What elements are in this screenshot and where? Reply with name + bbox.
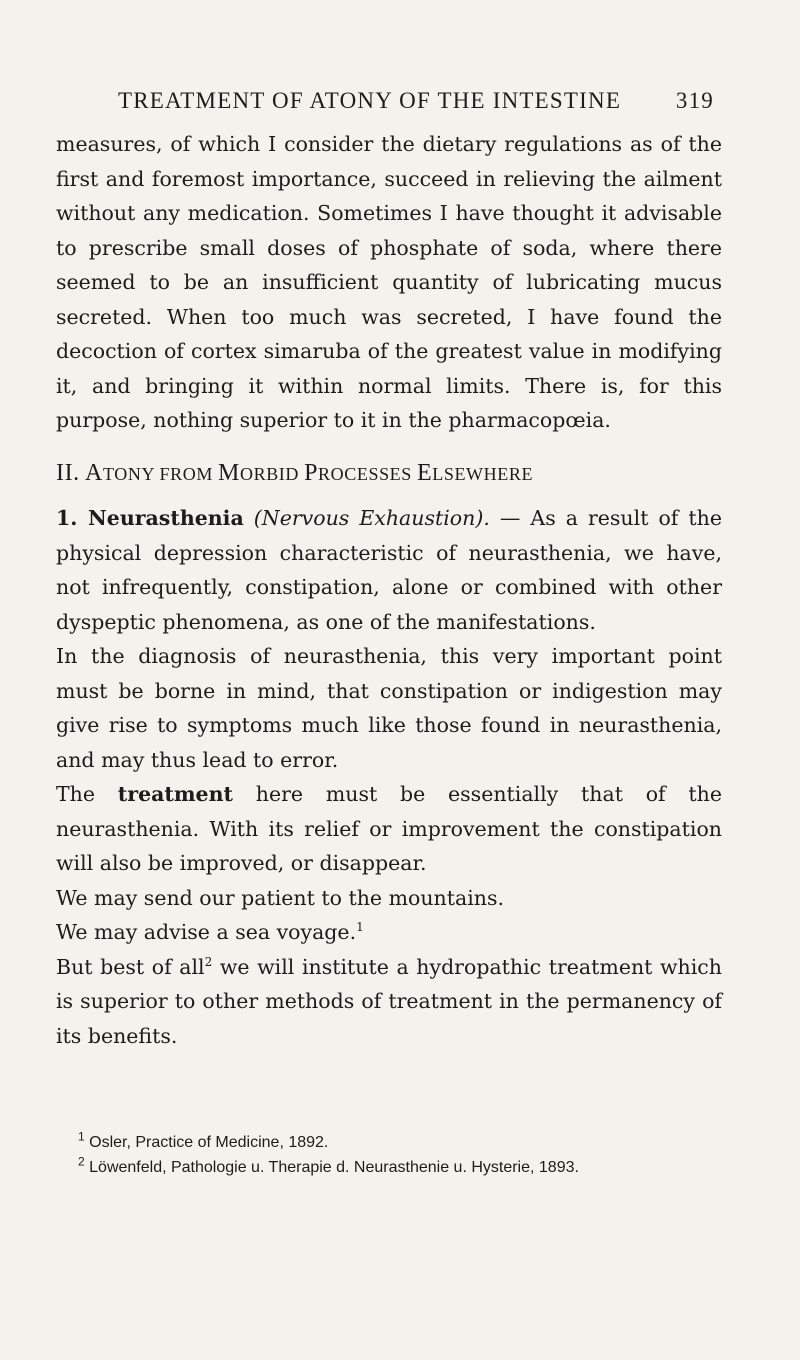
footnote [78,1130,728,1155]
section-heading [56,456,722,492]
footnote-number: 1 [78,1129,85,1144]
running-head-title: TREATMENT OF ATONY OF THE INTESTINE [118,88,622,113]
paragraph [56,950,722,1054]
footnote-marker[interactable]: 1 [356,920,364,935]
running-head [118,88,714,118]
paragraph: We may send our patient to the mountains. [56,885,505,910]
subsection-italic-title: (Nervous Exhaustion). [253,506,490,530]
footnote-number: 2 [78,1154,85,1169]
body-text [56,127,722,1053]
bold-term: treatment [117,782,233,806]
paragraph [56,777,722,881]
paragraph: In the diagnosis of neurasthenia, this very important point must be borne in mind, that constipation or indigestion may give rise to symptoms much like those found in neurasthenia, and may thus lead to error. [56,644,722,772]
section-heading-part: ROCESSES [318,463,417,484]
section-heading-part: ORBID [239,463,305,484]
paragraph-text: The [56,782,118,806]
paragraph [56,501,722,639]
footnote-text: Löwenfeld, Pathologie u. Therapie d. Neurasthenie u. Hysterie, 1893. [89,1159,579,1176]
paragraph-text: We may advise a sea voyage. [56,920,357,944]
paragraph-text: we will institute a hydropathic treatment which is superior to other methods of treatment in the permanency of its benefits. [56,954,722,1048]
page-number: 319 [675,88,714,113]
paragraph-text: — As a result of the physical depression characteristic of neurasthenia, we have, not infrequently, constipation, alone or combined with other dyspeptic phenomena, as one of the manifestations. [56,506,722,634]
footnote-marker[interactable]: 2 [204,954,213,969]
footnotes [78,1130,728,1180]
section-heading-part: LSEWHERE [432,463,534,484]
footnote [78,1155,728,1180]
section-heading-part: P [304,459,319,486]
paragraph: measures, of which I consider the dietary regulations as of the first and foremost importance, succeed in relieving the ailment without any medication. Sometimes I have thought it advisable to prescribe small doses of phosphate of soda, where there seemed to be an insufficient quantity of lubricating mucus secreted. When too much was secreted, I have found the decoction of cortex simaruba of the greatest value in modifying it, and bringing it within normal limits. There is, for this purpose, nothing superior to it in the pharmacopœia. [56,132,722,432]
subsection-label: 1. Neurasthenia [56,506,244,530]
section-heading-part: II. A [56,459,103,486]
section-heading-part: M [218,459,240,486]
footnote-text: Osler, Practice of Medicine, 1892. [89,1134,329,1151]
section-heading-part: TONY FROM [103,463,219,484]
paragraph-text: But best of all [56,954,205,979]
paragraph [56,915,722,950]
paragraph-text: here must be essentially that of the neurasthenia. With its relief or improvement the constipation will also be improved, or disappear. [56,782,722,875]
section-heading-part: E [416,459,433,486]
